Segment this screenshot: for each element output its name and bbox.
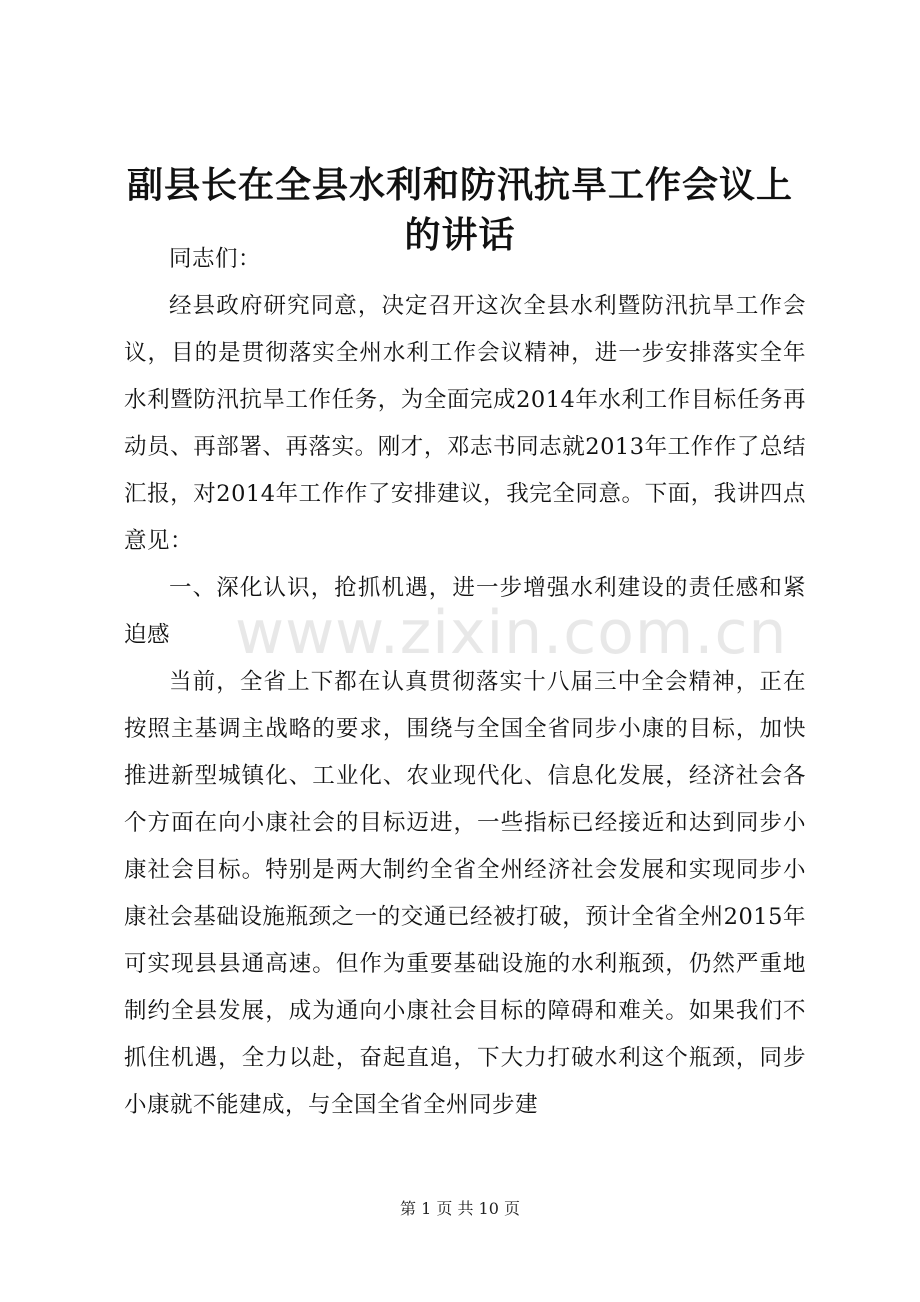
body-paragraph: 当前，全省上下都在认真贯彻落实十八届三中全会精神，正在按照主基调主战略的要求，围绕与全国全省同步小康的目标，加快推进新型城镇化、工业化、农业现代化、信息化发展，经济社会各个方面在向小康社会的目标迈进，一些指标已经接近和达到同步小康社会目标。特别是两大制约全省全州经济社会发展和实现同步小康社会基础设施瓶颈之一的交通已经被打破，预计全省全州2015年可实现县县通高速。但作为重要基础设施的水利瓶颈，仍然严重地制约全县发展，成为通向小康社会目标的障碍和难关。如果我们不抓住机遇，全力以赴，奋起直追，下大力打破水利这个瓶颈，同步小康就不能建成，与全国全省全州同步建 — [124, 669, 806, 1118]
page-footer: 第 1 页 共 10 页 — [400, 1199, 520, 1218]
document-title: 副县长在全县水利和防汛抗旱工作会议上的讲话 — [126, 164, 793, 256]
salutation-paragraph: 同志们： — [169, 246, 262, 272]
document-body — [124, 236, 806, 1129]
watermark-text: www.zixin.com.cn — [235, 598, 788, 668]
section-heading-one: 一、深化认识，抢抓机遇，进一步增强水利建设的责任感和紧迫感 — [124, 575, 806, 648]
intro-paragraph: 经县政府研究同意，决定召开这次全县水利暨防汛抗旱工作会议，目的是贯彻落实全州水利工作会议精神，进一步安排落实全年水利暨防汛抗旱工作任务，为全面完成2014年水利工作目标任务再动员、再部署、再落实。刚才，邓志书同志就2013年工作作了总结汇报，对2014年工作作了安排建议，我完全同意。下面，我讲四点意见： — [124, 293, 806, 554]
